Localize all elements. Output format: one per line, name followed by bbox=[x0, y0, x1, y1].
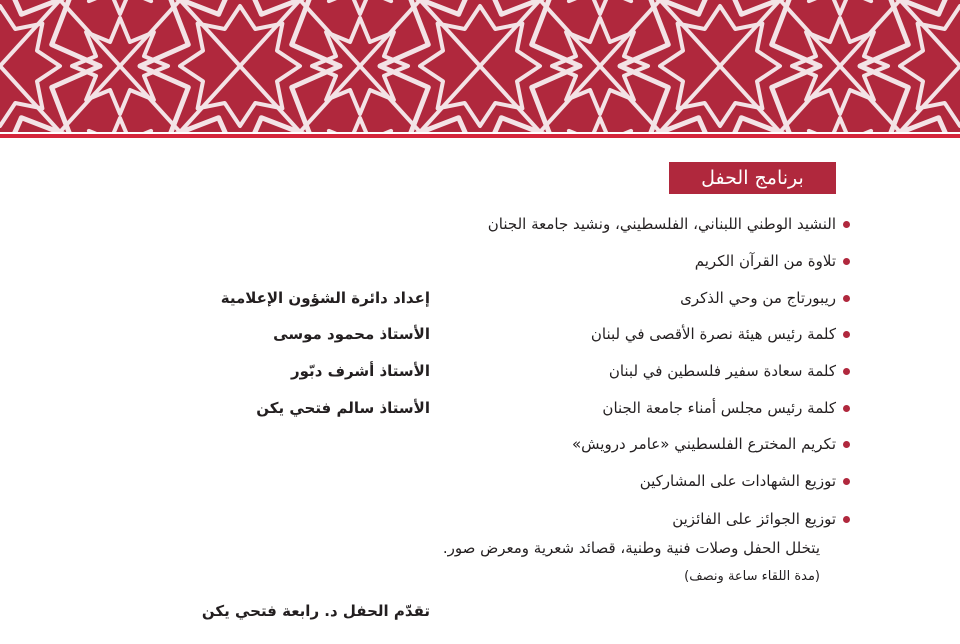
program-item-text: توزيع الشهادات على المشاركين bbox=[639, 472, 836, 490]
program-title: برنامج الحفل bbox=[669, 162, 836, 194]
program-item-text: تكريم المخترع الفلسطيني «عامر درويش» bbox=[572, 435, 836, 453]
program-item bbox=[640, 468, 836, 494]
bullet-icon bbox=[843, 258, 850, 265]
program-item bbox=[591, 321, 836, 347]
program-item bbox=[695, 248, 836, 274]
geometric-pattern-banner bbox=[0, 0, 960, 132]
program-item bbox=[488, 211, 836, 237]
program-note: يتخلل الحفل وصلات فنية وطنية، قصائد شعرية ومعرض صور. bbox=[442, 539, 820, 557]
islamic-star-pattern-icon bbox=[0, 0, 960, 132]
speaker-name: الأستاذ سالم فتحي يكن bbox=[256, 399, 430, 417]
program-item-text: كلمة رئيس مجلس أمناء جامعة الجنان bbox=[602, 399, 836, 417]
host-credit: تقدّم الحفل د. رابعة فتحي يكن bbox=[201, 602, 430, 620]
bullet-icon bbox=[843, 295, 850, 302]
duration-note: (مدة اللقاء ساعة ونصف) bbox=[684, 569, 820, 584]
program-item-text: ريبورتاج من وحي الذكرى bbox=[680, 289, 836, 307]
program-item bbox=[680, 285, 836, 311]
program-item-text: كلمة سعادة سفير فلسطين في لبنان bbox=[608, 362, 836, 380]
program-item-text: النشيد الوطني اللبناني، الفلسطيني، ونشيد جامعة الجنان bbox=[487, 215, 836, 233]
program-item-text: توزيع الجوائز على الفائزين bbox=[672, 510, 836, 528]
program-item bbox=[602, 395, 836, 421]
program-item bbox=[609, 358, 836, 384]
program-item-text: تلاوة من القرآن الكريم bbox=[694, 252, 836, 270]
bullet-icon bbox=[843, 441, 850, 448]
bullet-icon bbox=[843, 478, 850, 485]
speaker-name: إعداد دائرة الشؤون الإعلامية bbox=[220, 289, 430, 307]
bullet-icon bbox=[843, 221, 850, 228]
program-item bbox=[572, 431, 836, 457]
program-item bbox=[672, 506, 836, 532]
program-item-text: كلمة رئيس هيئة نصرة الأقصى في لبنان bbox=[590, 325, 836, 343]
banner-divider-line bbox=[0, 134, 960, 138]
speaker-name: الأستاذ محمود موسى bbox=[273, 325, 430, 343]
bullet-icon bbox=[843, 368, 850, 375]
bullet-icon bbox=[843, 331, 850, 338]
speaker-name: الأستاذ أشرف دبّور bbox=[291, 362, 430, 380]
bullet-icon bbox=[843, 405, 850, 412]
bullet-icon bbox=[843, 516, 850, 523]
